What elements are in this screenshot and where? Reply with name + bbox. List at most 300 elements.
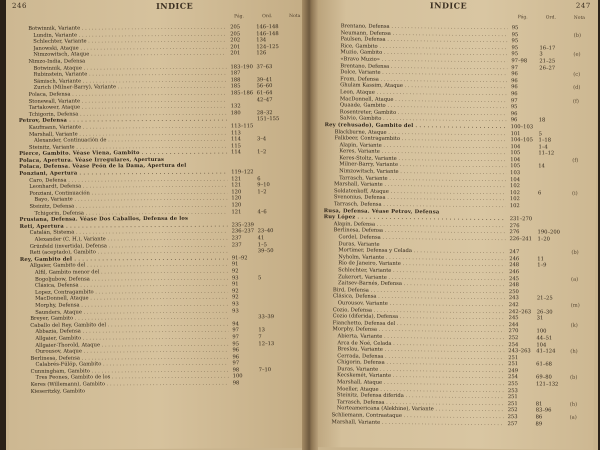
entry-order: 126: [256, 50, 267, 57]
entry-order: 61–68: [536, 361, 553, 368]
entry-order: 44–51: [536, 335, 553, 342]
entry-label: Tarrasch, Defensa . . .: [337, 399, 504, 407]
entry-order: 146–148: [256, 30, 279, 37]
entry-note: (d): [573, 85, 581, 92]
entry-label: Keres (Willemann), Gambito . . .: [31, 381, 229, 389]
entry-order: 146–148: [256, 24, 279, 31]
entry-order: 12–13: [258, 340, 275, 347]
entry-page: 120: [231, 202, 242, 209]
entry-page: 91: [231, 281, 239, 288]
entry-page: 237: [231, 235, 242, 242]
entry-order: 14: [538, 163, 545, 170]
entry-label: Milner-Barry, Variante . . .: [339, 162, 506, 170]
entry-label: Alexander, Continuación de . . .: [34, 137, 227, 145]
entry-page: 132: [230, 103, 241, 110]
entry-order: 7: [258, 334, 262, 341]
entry-page: 245: [508, 315, 519, 322]
entry-page: 92: [232, 294, 239, 301]
entry-label: Zaitsev-Barnés, Defensa . . .: [338, 280, 505, 288]
entry-label: Caro, Defensa . . .: [29, 176, 227, 184]
right-page-title: INDICE: [429, 0, 468, 11]
entry-page: 242: [508, 302, 519, 309]
entry-label: Rio de Janeiro, Variante . . .: [338, 261, 505, 269]
entry-page: 93: [231, 274, 239, 281]
entry-label: Clásica, Defensa . . .: [333, 294, 505, 302]
entry-page: 96: [511, 71, 518, 78]
entry-label: Berlinesa, Defensa . . .: [334, 228, 506, 236]
entry-note: (m): [570, 302, 580, 309]
entry-page: 188: [230, 77, 241, 84]
entry-note: (f): [572, 98, 579, 105]
entry-order: 56–60: [256, 83, 273, 90]
entry-order: 39–50: [257, 248, 274, 255]
entry-order: 1–2: [257, 149, 267, 156]
entry-label: Abbazia, Defensa . . .: [35, 328, 228, 336]
entry-order: 11: [537, 256, 544, 263]
entry-note: (k): [570, 322, 578, 329]
entry-label: Reti, Apertura . . .: [20, 222, 228, 230]
left-index-list: [6, 24, 309, 395]
entry-label: Schliemann, Contraataque . . .: [332, 412, 504, 420]
entry-page: 270: [508, 328, 519, 335]
entry-page: 247: [509, 249, 520, 256]
entry-label: Keres, Variante . . .: [339, 149, 506, 157]
entry-label: Leon, Ataque . . .: [340, 89, 507, 97]
entry-page: 95: [511, 25, 519, 32]
entry-label: Bird, Defensa . . .: [333, 287, 505, 295]
entry-page: 96: [510, 117, 518, 124]
entry-label: Allgaier, Gambito . . .: [35, 334, 228, 342]
entry-label: Brentano, Defensa . . .: [341, 23, 508, 31]
entry-label: Rey (rehusado), Gambito del . . .: [325, 122, 507, 130]
entry-label: Allgaier, Gambito del . . .: [30, 262, 228, 270]
entry-page: 121: [231, 176, 242, 183]
entry-label: Mortimer, Defensa y Celada . . .: [338, 247, 505, 255]
entry-page: 254: [508, 374, 518, 381]
entry-label: Calabrés-Fülöp, Gambito . . .: [36, 361, 229, 369]
entry-page: 104–105: [510, 137, 533, 144]
entry-label: Leonhardt, Defensa . . .: [29, 183, 227, 191]
entry-label: Zurich (Milner-Barry), Variante . . .: [34, 84, 227, 92]
entry-label: Dolce, Variante . . .: [340, 69, 507, 77]
index-entry: [9, 387, 309, 396]
entry-page: 96: [232, 354, 240, 361]
entry-order: 11–12: [538, 150, 555, 157]
entry-label: Duras, Variante . . .: [337, 366, 504, 374]
entry-label: From, Defensa . . .: [340, 76, 507, 84]
entry-label: Marshall, Variante . . .: [334, 181, 506, 189]
entry-order: 1–4: [538, 144, 548, 151]
entry-order: 5: [257, 274, 262, 281]
entry-order: 124–125: [256, 43, 279, 51]
entry-page: 248: [508, 282, 519, 289]
entry-page: 115: [231, 143, 241, 150]
entry-page: 93: [232, 307, 239, 314]
entry-label: Kieseritzky, Gambito: [30, 388, 86, 395]
entry-order: 26–30: [536, 308, 553, 316]
entry-order: 104: [536, 341, 547, 348]
entry-page: 121: [231, 208, 242, 216]
entry-order: 18: [538, 117, 546, 124]
entry-page: 257: [507, 420, 518, 427]
entry-page: 242–263: [508, 308, 532, 315]
entry-label: Cerrada, Defensa . . .: [337, 353, 504, 361]
entry-label: Norteamericana (Alekhine), Variante . . .: [337, 406, 504, 414]
entry-page: 251: [508, 361, 519, 368]
entry-label: Ourousov, Ataque . . .: [35, 348, 228, 356]
entry-page: 201: [230, 44, 241, 51]
entry-label: Marshall, Variante . . .: [332, 419, 504, 427]
entry-label: Ourousov, Variante . . .: [338, 300, 505, 308]
entry-page: 102: [509, 196, 520, 203]
entry-label: Rosentreter, Gambito . . .: [340, 109, 507, 117]
entry-page: 92: [232, 288, 239, 295]
entry-order: 1–9: [537, 262, 547, 269]
entry-label: «Bravo Muzio» . . .: [340, 56, 507, 64]
entry-label: Blackburne, Ataque . . .: [335, 129, 507, 137]
entry-order: 121–132: [535, 381, 559, 388]
col-header-ord: Ord.: [262, 14, 273, 20]
entry-order: 6: [537, 190, 542, 197]
entry-page: 96: [510, 110, 518, 117]
book-gutter: [302, 0, 318, 450]
entry-page: 276: [509, 222, 520, 230]
entry-page: 120: [231, 195, 242, 202]
entry-label: Alapin, Defensa . . .: [334, 221, 506, 229]
entry-note: (h): [569, 401, 578, 408]
entry-label: Tarrasch, Variante . . .: [339, 175, 506, 183]
entry-page: 251: [507, 400, 518, 408]
entry-label: Clásica, Defensa . . .: [35, 282, 228, 290]
entry-label: Salvio, Gambito . . .: [340, 116, 507, 124]
entry-order: 151–155: [256, 116, 280, 123]
col-header-pag: Pág.: [517, 15, 528, 21]
entry-order: 37–63: [256, 63, 273, 70]
entry-label: Nimzowitsch, Variante . . .: [339, 168, 506, 176]
entry-order: 23–40: [257, 228, 274, 235]
entry-page: 103: [510, 170, 521, 177]
entry-note: (a): [571, 276, 579, 283]
entry-label: Stonewall, Variante . . .: [29, 97, 227, 105]
entry-label: Chigorin, Defensa . . .: [337, 360, 504, 368]
entry-page: 187: [230, 70, 241, 77]
entry-label: Tartakower, Ataque . . .: [29, 104, 227, 112]
entry-order: 41: [257, 235, 265, 242]
right-page-number: 247: [575, 1, 591, 10]
entry-label: Alfil, Gambito menor del . . .: [35, 268, 228, 276]
entry-page: 250: [508, 288, 519, 295]
entry-label: Botwinnik, Variante . . .: [28, 24, 226, 32]
entry-label: Grünfeld (invertida), Defensa . . .: [30, 242, 228, 250]
entry-page: 253: [507, 414, 518, 421]
entry-page: 102: [509, 203, 520, 210]
entry-label: Quaade, Gambito . . .: [340, 102, 507, 110]
entry-order: 83–96: [535, 407, 552, 414]
entry-label: Breyer, Gambito . . .: [30, 315, 228, 323]
entry-page: 98: [232, 367, 240, 374]
entry-label: Cunningham, Gambito . . .: [31, 367, 229, 375]
entry-page: 252: [507, 407, 518, 414]
entry-note: (i): [571, 190, 578, 197]
entry-label: Sämisch, Variante . . .: [34, 77, 227, 85]
entry-label: Rusa, Defensa. Véase Petrov, Defensa: [323, 207, 440, 215]
entry-label: Botwinnik, Ataque . . .: [33, 64, 226, 72]
entry-label: Arca de Noé, Celada . . .: [337, 340, 504, 348]
entry-page: 255: [507, 381, 518, 388]
col-header-pag: Pág.: [234, 14, 244, 20]
entry-page: 100: [232, 373, 243, 380]
entry-page: 246: [509, 255, 520, 262]
entry-label: Petrov, Defensa . . .: [19, 117, 227, 125]
entry-label: Bogoljubow, Defensa . . .: [35, 275, 228, 283]
entry-page: 95: [232, 340, 240, 347]
entry-order: 5: [538, 130, 542, 137]
entry-label: Allgaier-Thorold, Ataque . . .: [35, 341, 228, 349]
entry-page: 113: [230, 129, 241, 136]
entry-label: Schlechter, Variante . . .: [338, 267, 505, 275]
entry-page: 97: [511, 64, 518, 71]
entry-page: 91: [231, 261, 239, 268]
entry-page: 121: [231, 182, 242, 189]
entry-page: 180: [230, 110, 241, 117]
entry-order: 86: [535, 414, 543, 421]
entry-label: Pierce, Gambito. Véase Viena, Gambito . . .: [19, 150, 227, 158]
entry-label: Caballo del Rey, Gambito del . . .: [30, 321, 228, 329]
entry-page: 276: [509, 229, 520, 236]
entry-page: 96: [511, 84, 518, 91]
entry-page: 185–186: [230, 90, 254, 97]
entry-page: 246: [509, 269, 520, 276]
entry-page: 201: [230, 50, 241, 57]
entry-label: Polaca, Apertura. Véase Irregulares, Aperturas: [19, 156, 165, 164]
entry-label: Svenonius, Defensa . . .: [334, 195, 506, 203]
entry-order: 21–25: [539, 58, 556, 65]
entry-label: Morphy, Defensa . . .: [332, 327, 504, 335]
entry-page: 96: [511, 77, 518, 84]
entry-page: 95: [511, 44, 519, 51]
entry-page: 185: [230, 83, 241, 90]
entry-label: Catalán, Sistema . . .: [30, 229, 228, 237]
entry-page: 95: [511, 38, 519, 45]
entry-page: 251: [507, 394, 518, 401]
entry-label: Cozio, Defensa . . .: [333, 307, 505, 315]
entry-page: 96: [232, 347, 240, 354]
entry-page: 93: [232, 301, 239, 308]
entry-label: Alexander (C. H.), Variante . . .: [35, 235, 228, 243]
entry-label: Rey, Gambito del . . .: [20, 255, 228, 263]
entry-label: Moeller, Ataque . . .: [337, 386, 504, 394]
entry-label: Duras, Variante: [338, 240, 380, 248]
entry-label: Janowski, Ataque . . .: [33, 44, 226, 52]
entry-label: Polaca, Defensa . . .: [29, 90, 227, 98]
entry-label: Cordel, Defensa . . .: [338, 234, 505, 242]
entry-label: Ponziani, Continuación . . .: [29, 189, 227, 197]
entry-label: Nyholm, Variante . . .: [338, 254, 505, 262]
entry-label: Zukerort, Variante . . .: [338, 274, 505, 282]
entry-order: 28–32: [256, 109, 273, 116]
entry-label: Morphy, Defensa . . .: [35, 301, 228, 309]
entry-order: 26–27: [539, 64, 556, 72]
entry-order: 33–39: [258, 314, 275, 321]
entry-order: 1–20: [537, 236, 551, 243]
entry-page: 104: [510, 143, 521, 150]
entry-label: Fianchetto, Defensa del . . .: [333, 320, 505, 328]
entry-label: Steinitz, Defensa . . .: [29, 202, 227, 210]
entry-page: 97: [232, 334, 239, 341]
entry-page: 231–270: [509, 216, 533, 223]
entry-page: 105: [510, 163, 521, 170]
entry-order: 3: [539, 51, 543, 58]
entry-order: 1–5: [257, 241, 267, 248]
entry-label: Kaufmann, Variante . . .: [29, 123, 227, 131]
entry-page: 95: [511, 31, 519, 38]
entry-page: 101: [510, 130, 521, 137]
entry-label: Ghulam Kassim, Ataque . . .: [340, 83, 507, 91]
entry-note: (e): [573, 52, 581, 59]
entry-page: 237: [231, 241, 242, 249]
entry-page: 92: [231, 268, 239, 275]
entry-order: 6: [257, 175, 261, 182]
entry-order: 1–2: [257, 189, 267, 196]
entry-label: Cozio (diferida), Defensa . . .: [333, 313, 505, 321]
entry-page: 244: [508, 321, 519, 328]
entry-order: 7–10: [258, 367, 272, 374]
entry-order: 42–47: [256, 96, 273, 103]
entry-note: (b): [570, 375, 578, 382]
entry-label: Abierta, Variante . . .: [337, 333, 504, 341]
entry-label: Steinitz, Variante . . .: [29, 143, 227, 151]
entry-label: Berlinesa, Defensa . . .: [30, 354, 228, 362]
entry-label: Nimzo-India, Defensa: [28, 58, 86, 65]
col-header-ord: Ord.: [545, 15, 556, 21]
entry-page: 183–190: [230, 63, 253, 70]
entry-label: Lopez, Contragambito . . .: [35, 288, 228, 296]
entry-label: Reti (aceptado), Gambito . . .: [30, 249, 228, 257]
entry-order: 89: [535, 420, 543, 428]
entry-label: Kecskemét, Variante . . .: [337, 373, 504, 381]
entry-order: 61–64: [256, 90, 273, 97]
entry-page: 95: [511, 51, 519, 58]
entry-page: 235–239: [231, 222, 255, 229]
entry-note: (f): [572, 157, 579, 164]
entry-page: 248: [509, 262, 520, 269]
entry-label: Alapin, Variante . . .: [339, 142, 506, 150]
entry-label: Ruy López . . .: [324, 214, 506, 222]
entry-order: 16–17: [539, 45, 556, 52]
entry-order: 31: [536, 315, 544, 322]
entry-page: 97–98: [511, 58, 528, 65]
entry-page: 114: [231, 149, 241, 156]
entry-page: 251: [508, 354, 519, 361]
entry-label: MacDonnell, Ataque . . .: [340, 96, 507, 104]
entry-label: Lundin, Variante . . .: [33, 31, 226, 39]
entry-label: Paulsen, Defensa . . .: [341, 36, 508, 44]
entry-label: Prusiana, Defensa. Véase Dos Caballos, Defensa de los: [19, 215, 189, 224]
entry-label: Saunders, Ataque . . .: [35, 308, 228, 316]
entry-label: Steinitz, Defensa diferida . . .: [337, 393, 504, 401]
entry-label: Marshall, Variante . . .: [29, 130, 227, 138]
left-page: [6, 0, 309, 450]
entry-order: 134: [256, 37, 267, 44]
entry-page: 97: [232, 360, 240, 367]
entry-order: 13: [258, 327, 265, 334]
entry-label: Marshall, Ataque . . .: [337, 379, 504, 387]
entry-page: 97: [232, 327, 239, 334]
entry-order: 1–18: [538, 137, 552, 144]
entry-note: (b): [571, 249, 579, 256]
entry-label: Keres-Stoltz, Variante . . .: [339, 155, 506, 163]
entry-order: 41–124: [536, 348, 556, 355]
entry-page: 94: [232, 321, 239, 328]
entry-order: 190–200: [537, 229, 560, 237]
entry-page: 113–115: [230, 123, 254, 130]
col-header-nota: Nota: [573, 15, 585, 21]
entry-label: Muzio, Gambito . . .: [340, 50, 507, 58]
entry-label: Brentano, Defensa . . .: [340, 63, 507, 71]
entry-page: 119–122: [231, 169, 254, 176]
entry-page: 95: [510, 104, 518, 111]
entry-note: (b): [573, 32, 582, 39]
entry-page: 205: [230, 24, 241, 31]
entry-page: 252: [508, 334, 519, 342]
entry-label: Falkbeer, Contragambito . . .: [334, 135, 506, 143]
open-book: [6, 0, 598, 450]
entry-order: 100: [536, 328, 547, 335]
entry-label: Rubinstein, Variante . . .: [34, 71, 227, 79]
entry-label: Nimzowitsch, Ataque . . .: [33, 51, 226, 59]
entry-label: Neumann, Defensa . . .: [341, 30, 508, 38]
entry-page: 236–237: [231, 228, 255, 235]
entry-page: 105: [510, 150, 521, 157]
entry-order: 21–25: [536, 295, 553, 302]
entry-page: 249: [508, 367, 519, 375]
entry-order: 69–80: [536, 374, 552, 382]
entry-page: 253: [507, 387, 518, 394]
entry-label: Tres Peones, Gambito de los . . .: [36, 374, 229, 382]
entry-page: 97: [510, 97, 518, 104]
entry-page: 96: [510, 91, 518, 98]
entry-note: (c): [573, 71, 581, 78]
entry-label: Tchigorin, Defensa . . .: [34, 209, 227, 217]
entry-page: 254: [508, 341, 519, 348]
entry-page: 243: [508, 295, 519, 302]
entry-note: (h): [570, 348, 578, 355]
entry-page: 98: [232, 380, 240, 387]
entry-page: 100–103: [510, 123, 534, 131]
entry-page: 120: [231, 189, 242, 196]
entry-page: 102: [510, 183, 520, 190]
entry-label: MacDonnell, Ataque . . .: [35, 295, 228, 303]
entry-page: 245: [509, 275, 520, 282]
entry-label: Schlechter, Variante . . .: [33, 38, 226, 46]
entry-order: 81: [535, 401, 543, 408]
entry-label: Tchigorin, Defensa . . .: [29, 110, 227, 118]
entry-note: (a): [569, 414, 577, 421]
col-header-nota: Nota: [289, 13, 301, 20]
entry-order: 4–6: [257, 208, 267, 215]
entry-label: Polaca, Defensa. Véase Peón de la Dama, Apertura del: [19, 163, 187, 171]
left-page-title: INDICE: [156, 0, 194, 11]
entry-order: 3–4: [256, 136, 267, 143]
entry-page: 104: [510, 176, 521, 183]
entry-page: 114: [230, 136, 241, 143]
left-page-number: 246: [12, 1, 27, 10]
entry-order: 9–10: [257, 182, 270, 189]
entry-label: Ponziani, Apertura . . .: [19, 170, 227, 178]
entry-label: Bayo, Variante . . .: [34, 196, 227, 204]
entry-label: Soldatenkoff, Ataque . . .: [334, 188, 506, 196]
right-index-list: [308, 23, 598, 428]
